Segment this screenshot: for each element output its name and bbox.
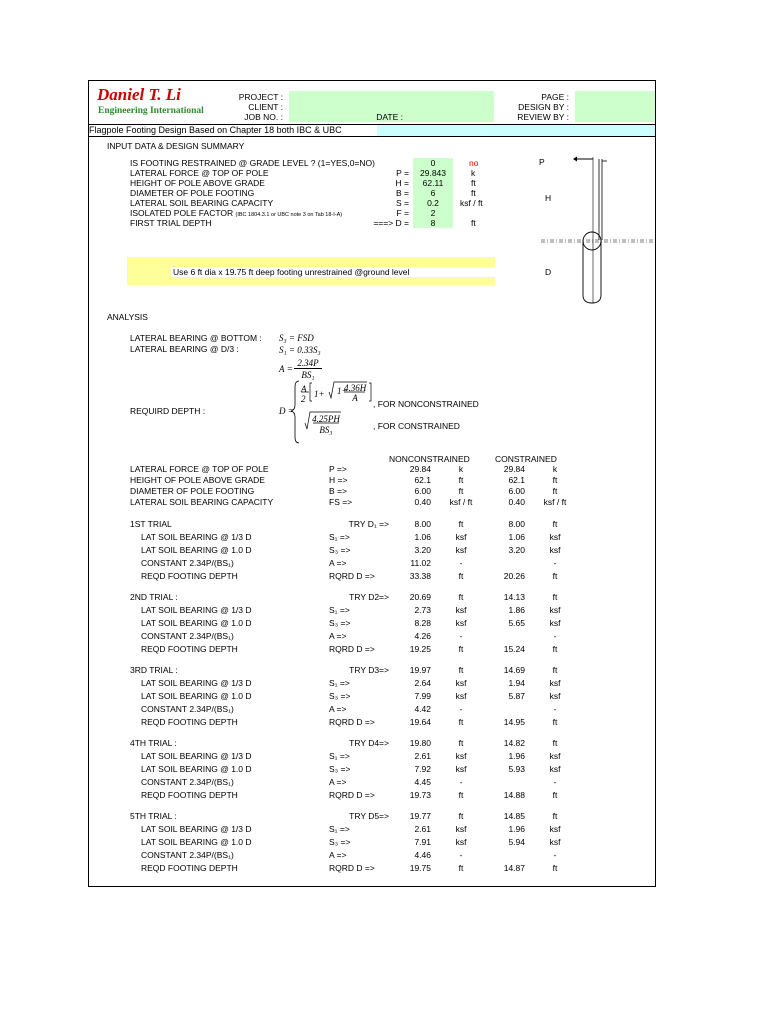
trial-row-constrained-unit: ft <box>552 644 558 654</box>
col-nonconstrained: NONCONSTRAINED <box>389 454 470 464</box>
summary-row-label: LATERAL SOIL BEARING CAPACITY <box>130 497 274 507</box>
trial-row-nonconstrained-value: 19.64 <box>409 717 431 727</box>
trial-row-constrained-unit: ksf <box>549 764 561 774</box>
trial-row-label: CONSTANT 2.34P/(BS₁) <box>141 631 234 641</box>
diagram-label-p: P <box>539 157 545 167</box>
input-label-note: (IBC 1804.3.1 or UBC note 3 on Tab 18-I-A) <box>235 212 343 218</box>
title-fill <box>377 124 655 137</box>
trial-row-constrained-unit: ft <box>552 717 558 727</box>
trial-row-symbol: S₁ => <box>329 678 350 688</box>
trial-row-constrained-value: 5.65 <box>508 618 525 628</box>
trial-row-nonconstrained-unit: ksf <box>455 618 467 628</box>
spreadsheet-sheet <box>88 80 656 887</box>
summary-row-label: LATERAL FORCE @ TOP OF POLE <box>130 464 269 474</box>
constrained-note: , FOR CONSTRAINED <box>373 421 460 431</box>
summary-row-nonconstrained-value: 62.1 <box>414 475 431 485</box>
input-value-cell[interactable]: 8 <box>413 218 453 228</box>
trial-row-nonconstrained-unit: ksf <box>455 532 467 542</box>
page-input-cell[interactable] <box>575 91 655 122</box>
summary-row-constrained-value: 0.40 <box>508 497 525 507</box>
trial-try-nonconstrained: 20.69 <box>409 592 431 602</box>
trial-row-constrained-value: 20.26 <box>503 571 525 581</box>
trial-row-constrained-unit: - <box>553 558 557 568</box>
input-symbol: ===> D = <box>373 218 409 228</box>
summary-row-label: DIAMETER OF POLE FOOTING <box>130 486 255 496</box>
input-label: LATERAL FORCE @ TOP OF POLE <box>130 168 269 178</box>
fraction-bar <box>294 368 322 369</box>
trial-row-constrained-unit: ksf <box>549 837 561 847</box>
col-constrained: CONSTRAINED <box>495 454 557 464</box>
trial-row-nonconstrained-unit: - <box>459 704 463 714</box>
trial-row-constrained-value: 14.87 <box>503 863 525 873</box>
trial-try-label: TRY D₁ => <box>348 519 389 529</box>
trial-row-symbol: RQRD D => <box>329 571 375 581</box>
summary-row-nonconstrained-unit: ft <box>458 475 464 485</box>
trial-try-nonconstrained: 19.80 <box>409 738 431 748</box>
bracket-left <box>310 383 312 401</box>
trial-row-label: REQD FOOTING DEPTH <box>141 717 238 727</box>
analysis-heading: ANALYSIS <box>107 312 148 322</box>
trial-try-constrained: 14.13 <box>503 592 525 602</box>
equation-s3: S₃ = FSD <box>279 333 314 343</box>
summary-row-symbol: FS => <box>329 497 353 507</box>
date-label: DATE : <box>376 112 403 122</box>
trial-row-nonconstrained-value: 4.45 <box>414 777 431 787</box>
trial-row-nonconstrained-value: 1.06 <box>414 532 431 542</box>
review-by-label: REVIEW BY : <box>517 112 569 122</box>
trial-row-constrained-unit: ft <box>552 571 558 581</box>
summary-row-nonconstrained-value: 29.84 <box>409 464 431 474</box>
input-label: IS FOOTING RESTRAINED @ GRADE LEVEL ? (1=YES,0=NO) <box>130 158 375 168</box>
required-depth-label: REQUIRD DEPTH : <box>130 406 206 416</box>
trial-row-nonconstrained-unit: ft <box>458 717 464 727</box>
trial-try-label: TRY D5=> <box>349 811 389 821</box>
input-value-cell[interactable]: 0.2 <box>413 198 453 208</box>
input-value-cell[interactable]: 6 <box>413 188 453 198</box>
sheet-title: Flagpole Footing Design Based on Chapter 18 both IBC & UBC <box>89 124 377 137</box>
diagram-label-h: H <box>545 193 552 203</box>
trial-row-nonconstrained-value: 7.91 <box>414 837 431 847</box>
trial-row-nonconstrained-unit: ft <box>458 863 464 873</box>
input-label: ISOLATED POLE FACTOR <box>130 208 234 218</box>
trial-row-nonconstrained-value: 2.61 <box>414 751 431 761</box>
trial-row-constrained-value: 14.95 <box>503 717 525 727</box>
trial-row-symbol: RQRD D => <box>329 644 375 654</box>
trial-row-constrained-value: 1.06 <box>508 532 525 542</box>
trial-row-nonconstrained-unit: ksf <box>455 764 467 774</box>
input-symbol: F = <box>396 208 409 218</box>
summary-row-constrained-unit: ksf / ft <box>543 497 567 507</box>
trial-row-symbol: A => <box>329 558 347 568</box>
trial-row-constrained-value: 1.96 <box>508 751 525 761</box>
d2-den: BS₃ <box>319 425 333 435</box>
trial-try-constrained: 8.00 <box>508 519 525 529</box>
trial-row-symbol: S₃ => <box>329 618 351 628</box>
input-unit: ft <box>471 218 476 228</box>
trial-row-constrained-unit: ft <box>552 790 558 800</box>
trial-row-nonconstrained-value: 7.92 <box>414 764 431 774</box>
trial-row-constrained-unit: ft <box>552 863 558 873</box>
client-label: CLIENT : <box>248 102 283 112</box>
input-value-cell[interactable]: 62.11 <box>413 178 453 188</box>
trial-row-nonconstrained-unit: ksf <box>455 824 467 834</box>
trial-try-constrained-unit: ft <box>552 519 558 529</box>
trial-row-nonconstrained-value: 11.02 <box>410 558 431 568</box>
trial-row-label: LAT SOIL BEARING @ 1/3 D <box>141 824 252 834</box>
summary-row-symbol: B => <box>329 486 347 496</box>
summary-row-nonconstrained-unit: ksf / ft <box>449 497 473 507</box>
trial-row-label: LAT SOIL BEARING @ 1.0 D <box>141 764 252 774</box>
trial-row-constrained-unit: - <box>553 850 557 860</box>
input-value-cell[interactable]: 0 <box>413 158 453 168</box>
trial-row-constrained-value: 5.87 <box>508 691 525 701</box>
trial-row-constrained-unit: ksf <box>549 618 561 628</box>
trial-row-nonconstrained-unit: ft <box>458 571 464 581</box>
trial-title: 5TH TRIAL : <box>130 811 177 821</box>
trial-try-nonconstrained-unit: ft <box>458 665 464 675</box>
trial-row-nonconstrained-value: 7.99 <box>414 691 431 701</box>
trial-row-nonconstrained-value: 2.73 <box>414 605 431 615</box>
trial-title: 1ST TRIAL <box>130 519 172 529</box>
trial-row-nonconstrained-value: 4.46 <box>414 850 431 860</box>
input-unit: ksf / ft <box>460 198 483 208</box>
trial-row-symbol: RQRD D => <box>329 790 375 800</box>
summary-row-symbol: H => <box>329 475 348 485</box>
trial-row-constrained-value: 15.24 <box>503 644 525 654</box>
trial-row-symbol: S₁ => <box>329 824 350 834</box>
d1-one-plus-inner: 1+ <box>337 386 348 396</box>
trial-row-constrained-unit: ksf <box>549 605 561 615</box>
trial-row-constrained-value: 5.93 <box>508 764 525 774</box>
trial-row-label: CONSTANT 2.34P/(BS₁) <box>141 777 234 787</box>
trial-row-nonconstrained-unit: ksf <box>455 837 467 847</box>
summary-row-label: HEIGHT OF POLE ABOVE GRADE <box>130 475 265 485</box>
d1-inner-num: 4.36H <box>344 383 367 393</box>
summary-row-constrained-value: 62.1 <box>508 475 525 485</box>
trial-row-constrained-unit: ksf <box>549 691 561 701</box>
trial-try-constrained: 14.85 <box>503 811 525 821</box>
summary-row-nonconstrained-value: 0.40 <box>414 497 431 507</box>
equation-a-lhs: A = <box>279 364 293 374</box>
trial-row-nonconstrained-unit: ft <box>458 790 464 800</box>
trial-row-nonconstrained-value: 8.28 <box>414 618 431 628</box>
trial-row-symbol: A => <box>329 704 347 714</box>
input-value-cell[interactable]: 2 <box>413 208 453 218</box>
trial-row-constrained-unit: - <box>553 777 557 787</box>
trial-row-symbol: S₁ => <box>329 532 350 542</box>
trial-row-label: LAT SOIL BEARING @ 1.0 D <box>141 837 252 847</box>
trial-row-nonconstrained-unit: ksf <box>455 678 467 688</box>
input-unit: ft <box>471 178 476 188</box>
trial-row-nonconstrained-value: 4.42 <box>414 704 431 714</box>
trial-try-constrained-unit: ft <box>552 665 558 675</box>
pole-diagram <box>537 153 655 313</box>
trial-row-constrained-unit: - <box>553 704 557 714</box>
trial-row-label: REQD FOOTING DEPTH <box>141 644 238 654</box>
equation-d-lhs: D = <box>279 406 294 416</box>
summary-row-constrained-value: 29.84 <box>503 464 525 474</box>
trial-row-label: CONSTANT 2.34P/(BS₁) <box>141 704 234 714</box>
trial-row-symbol: S₃ => <box>329 691 351 701</box>
logo-name: Daniel T. Li <box>97 85 181 104</box>
trial-row-symbol: A => <box>329 777 347 787</box>
input-symbol: H = <box>395 178 409 188</box>
trial-row-constrained-value: 3.20 <box>508 545 525 555</box>
trial-row-nonconstrained-unit: ksf <box>455 605 467 615</box>
summary-row-nonconstrained-unit: k <box>458 464 464 474</box>
project-label: PROJECT : <box>238 92 283 102</box>
design-by-label: DESIGN BY : <box>518 102 569 112</box>
input-label: HEIGHT OF POLE ABOVE GRADE <box>130 178 265 188</box>
trial-row-label: LAT SOIL BEARING @ 1/3 D <box>141 605 252 615</box>
trial-row-label: LAT SOIL BEARING @ 1.0 D <box>141 618 252 628</box>
trial-row-nonconstrained-value: 19.73 <box>409 790 431 800</box>
d1-frac-den: 2 <box>301 394 306 404</box>
trial-row-label: REQD FOOTING DEPTH <box>141 790 238 800</box>
trial-row-constrained-unit: ksf <box>549 678 561 688</box>
trial-row-label: CONSTANT 2.34P/(BS₁) <box>141 558 234 568</box>
trial-row-label: LAT SOIL BEARING @ 1.0 D <box>141 545 252 555</box>
trial-row-symbol: S₃ => <box>329 837 351 847</box>
summary-row-constrained-unit: k <box>552 464 558 474</box>
trial-row-nonconstrained-value: 2.64 <box>414 678 431 688</box>
trial-title: 4TH TRIAL : <box>130 738 177 748</box>
arrow-head <box>573 157 577 162</box>
trial-row-nonconstrained-unit: - <box>459 558 463 568</box>
trial-row-label: CONSTANT 2.34P/(BS₁) <box>141 850 234 860</box>
trial-row-nonconstrained-unit: - <box>459 850 463 860</box>
trial-try-nonconstrained-unit: ft <box>458 811 464 821</box>
input-heading: INPUT DATA & DESIGN SUMMARY <box>107 141 245 151</box>
trial-try-nonconstrained: 19.77 <box>409 811 431 821</box>
trial-row-nonconstrained-unit: ksf <box>455 751 467 761</box>
trial-row-symbol: S₁ => <box>329 605 350 615</box>
trial-row-symbol: A => <box>329 631 347 641</box>
input-label: LATERAL SOIL BEARING CAPACITY <box>130 198 274 208</box>
trial-row-constrained-unit: ksf <box>549 824 561 834</box>
logo-subtitle: Engineering International <box>98 106 204 116</box>
trial-row-nonconstrained-unit: - <box>459 631 463 641</box>
d2-num: 4.25PH <box>312 414 340 424</box>
trial-try-constrained: 14.82 <box>503 738 525 748</box>
trial-row-constrained-value: 1.96 <box>508 824 525 834</box>
summary-row-constrained-value: 6.00 <box>508 486 525 496</box>
trial-row-label: LAT SOIL BEARING @ 1/3 D <box>141 678 252 688</box>
summary-row-nonconstrained-unit: ft <box>458 486 464 496</box>
trial-row-nonconstrained-value: 19.75 <box>409 863 431 873</box>
trial-row-constrained-value: 14.88 <box>503 790 525 800</box>
trial-row-constrained-value: 5.94 <box>508 837 525 847</box>
trial-try-nonconstrained-unit: ft <box>458 519 464 529</box>
trial-try-constrained: 14.69 <box>503 665 525 675</box>
trial-try-nonconstrained: 8.00 <box>414 519 431 529</box>
summary-row-symbol: P => <box>329 464 347 474</box>
d1-frac-num: A <box>301 384 307 394</box>
trial-row-nonconstrained-unit: ksf <box>455 545 467 555</box>
d1-one-plus: 1+ <box>314 389 325 399</box>
input-unit: no <box>469 158 479 168</box>
trial-row-symbol: A => <box>329 850 347 860</box>
trial-row-constrained-unit: ksf <box>549 545 561 555</box>
trial-try-label: TRY D3=> <box>349 665 389 675</box>
bottom-bearing-label: LATERAL BEARING @ BOTTOM : <box>130 333 262 343</box>
trial-title: 2ND TRIAL : <box>130 592 178 602</box>
trial-try-constrained-unit: ft <box>552 811 558 821</box>
trial-row-symbol: S₃ => <box>329 764 351 774</box>
trial-row-symbol: RQRD D => <box>329 717 375 727</box>
trial-try-nonconstrained-unit: ft <box>458 592 464 602</box>
trial-row-constrained-unit: ksf <box>549 532 561 542</box>
trial-row-label: REQD FOOTING DEPTH <box>141 571 238 581</box>
trial-row-label: REQD FOOTING DEPTH <box>141 863 238 873</box>
trial-title: 3RD TRIAL : <box>130 665 178 675</box>
trial-row-constrained-unit: - <box>553 631 557 641</box>
summary-row-nonconstrained-value: 6.00 <box>414 486 431 496</box>
trial-row-constrained-unit: ksf <box>549 751 561 761</box>
job-label: JOB NO. : <box>244 112 283 122</box>
summary-row-constrained-unit: ft <box>552 475 558 485</box>
d3-bearing-label: LATERAL BEARING @ D/3 : <box>130 344 239 354</box>
trial-row-nonconstrained-value: 33.38 <box>409 571 431 581</box>
diagram-label-d: D <box>545 267 552 277</box>
input-symbol: S = <box>396 198 409 208</box>
trial-try-constrained-unit: ft <box>552 738 558 748</box>
input-unit: k <box>471 168 476 178</box>
trial-row-nonconstrained-value: 4.26 <box>414 631 431 641</box>
input-value-cell[interactable]: 29.843 <box>413 168 453 178</box>
input-label: FIRST TRIAL DEPTH <box>130 218 212 228</box>
nonconstrained-note: , FOR NONCONSTRAINED <box>373 399 479 409</box>
input-symbol: P = <box>396 168 409 178</box>
trial-row-nonconstrained-value: 2.61 <box>414 824 431 834</box>
input-symbol: B = <box>396 188 409 198</box>
trial-row-nonconstrained-unit: ksf <box>455 691 467 701</box>
d1-inner-den: A <box>352 393 358 403</box>
footing-top <box>583 232 601 250</box>
equation-s1: S₁ = 0.33S₃ <box>279 345 321 355</box>
trial-row-nonconstrained-unit: - <box>459 777 463 787</box>
trial-row-nonconstrained-value: 3.20 <box>414 545 431 555</box>
trial-row-label: LAT SOIL BEARING @ 1/3 D <box>141 751 252 761</box>
trial-try-label: TRY D2=> <box>349 592 389 602</box>
trial-row-constrained-value: 1.86 <box>508 605 525 615</box>
trial-try-constrained-unit: ft <box>552 592 558 602</box>
equation-a-num: 2.34P <box>297 358 319 368</box>
trial-try-label: TRY D4=> <box>349 738 389 748</box>
trial-try-nonconstrained-unit: ft <box>458 738 464 748</box>
brace <box>291 381 299 443</box>
input-unit: ft <box>471 188 476 198</box>
trial-row-label: LAT SOIL BEARING @ 1/3 D <box>141 532 252 542</box>
trial-row-symbol: RQRD D => <box>329 863 375 873</box>
equation-a-den: BS₁ <box>301 370 315 380</box>
trial-row-constrained-value: 1.94 <box>508 678 525 688</box>
trial-row-symbol: S₃ => <box>329 545 351 555</box>
summary-row-constrained-unit: ft <box>552 486 558 496</box>
trial-row-nonconstrained-value: 19.25 <box>409 644 431 654</box>
trial-row-nonconstrained-unit: ft <box>458 644 464 654</box>
input-label: DIAMETER OF POLE FOOTING <box>130 188 255 198</box>
page-label: PAGE : <box>541 92 569 102</box>
result-text: Use 6 ft dia x 19.75 ft deep footing unrestrained @ground level <box>171 267 495 277</box>
trial-try-nonconstrained: 19.97 <box>409 665 431 675</box>
bracket-right <box>369 383 371 401</box>
trial-row-symbol: S₁ => <box>329 751 350 761</box>
trial-row-label: LAT SOIL BEARING @ 1.0 D <box>141 691 252 701</box>
